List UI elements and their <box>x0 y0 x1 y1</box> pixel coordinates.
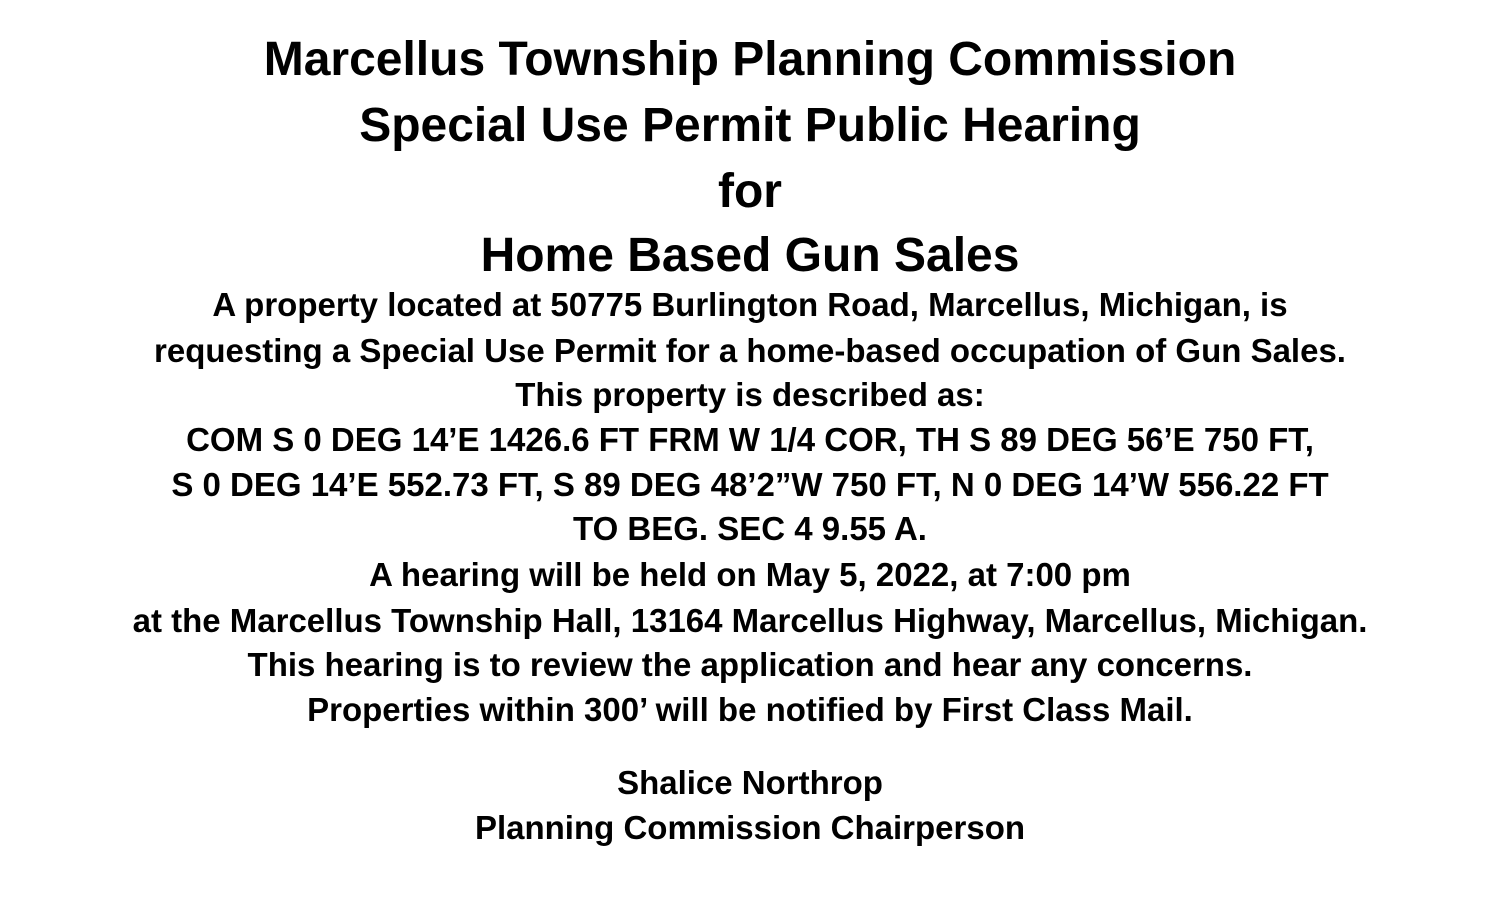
signatory-title: Planning Commission Chairperson <box>474 809 1026 846</box>
hearing-location-line: at the Marcellus Township Hall, 13164 Marcellus Highway, Marcellus, Michigan. <box>132 602 1368 639</box>
notice-subtitle-for: for <box>718 165 782 218</box>
hearing-purpose-line: This hearing is to review the application and hear any concerns. <box>247 646 1253 683</box>
notice-subtitle: Special Use Permit Public Hearing <box>359 99 1141 152</box>
legal-description-line-2: S 0 DEG 14’E 552.73 FT, S 89 DEG 48’2”W 750 FT, N 0 DEG 14’W 556.22 FT <box>171 466 1329 503</box>
notice-title: Marcellus Township Planning Commission <box>263 33 1237 86</box>
body-line-request: requesting a Special Use Permit for a home-based occupation of Gun Sales. <box>154 332 1346 369</box>
hearing-date-line: A hearing will be held on May 5, 2022, at 7:00 pm <box>369 556 1131 593</box>
body-line-description-intro: This property is described as: <box>515 376 985 413</box>
body-line-address: A property located at 50775 Burlington Road, Marcellus, Michigan, is <box>212 286 1288 323</box>
signatory-name: Shalice Northrop <box>617 764 883 801</box>
legal-description-line-3: TO BEG. SEC 4 9.55 A. <box>573 510 927 547</box>
legal-description-line-1: COM S 0 DEG 14’E 1426.6 FT FRM W 1/4 COR, TH S 89 DEG 56’E 750 FT, <box>186 421 1314 458</box>
mail-notification-line: Properties within 300’ will be notified by First Class Mail. <box>307 691 1193 728</box>
notice-subject: Home Based Gun Sales <box>480 229 1020 282</box>
